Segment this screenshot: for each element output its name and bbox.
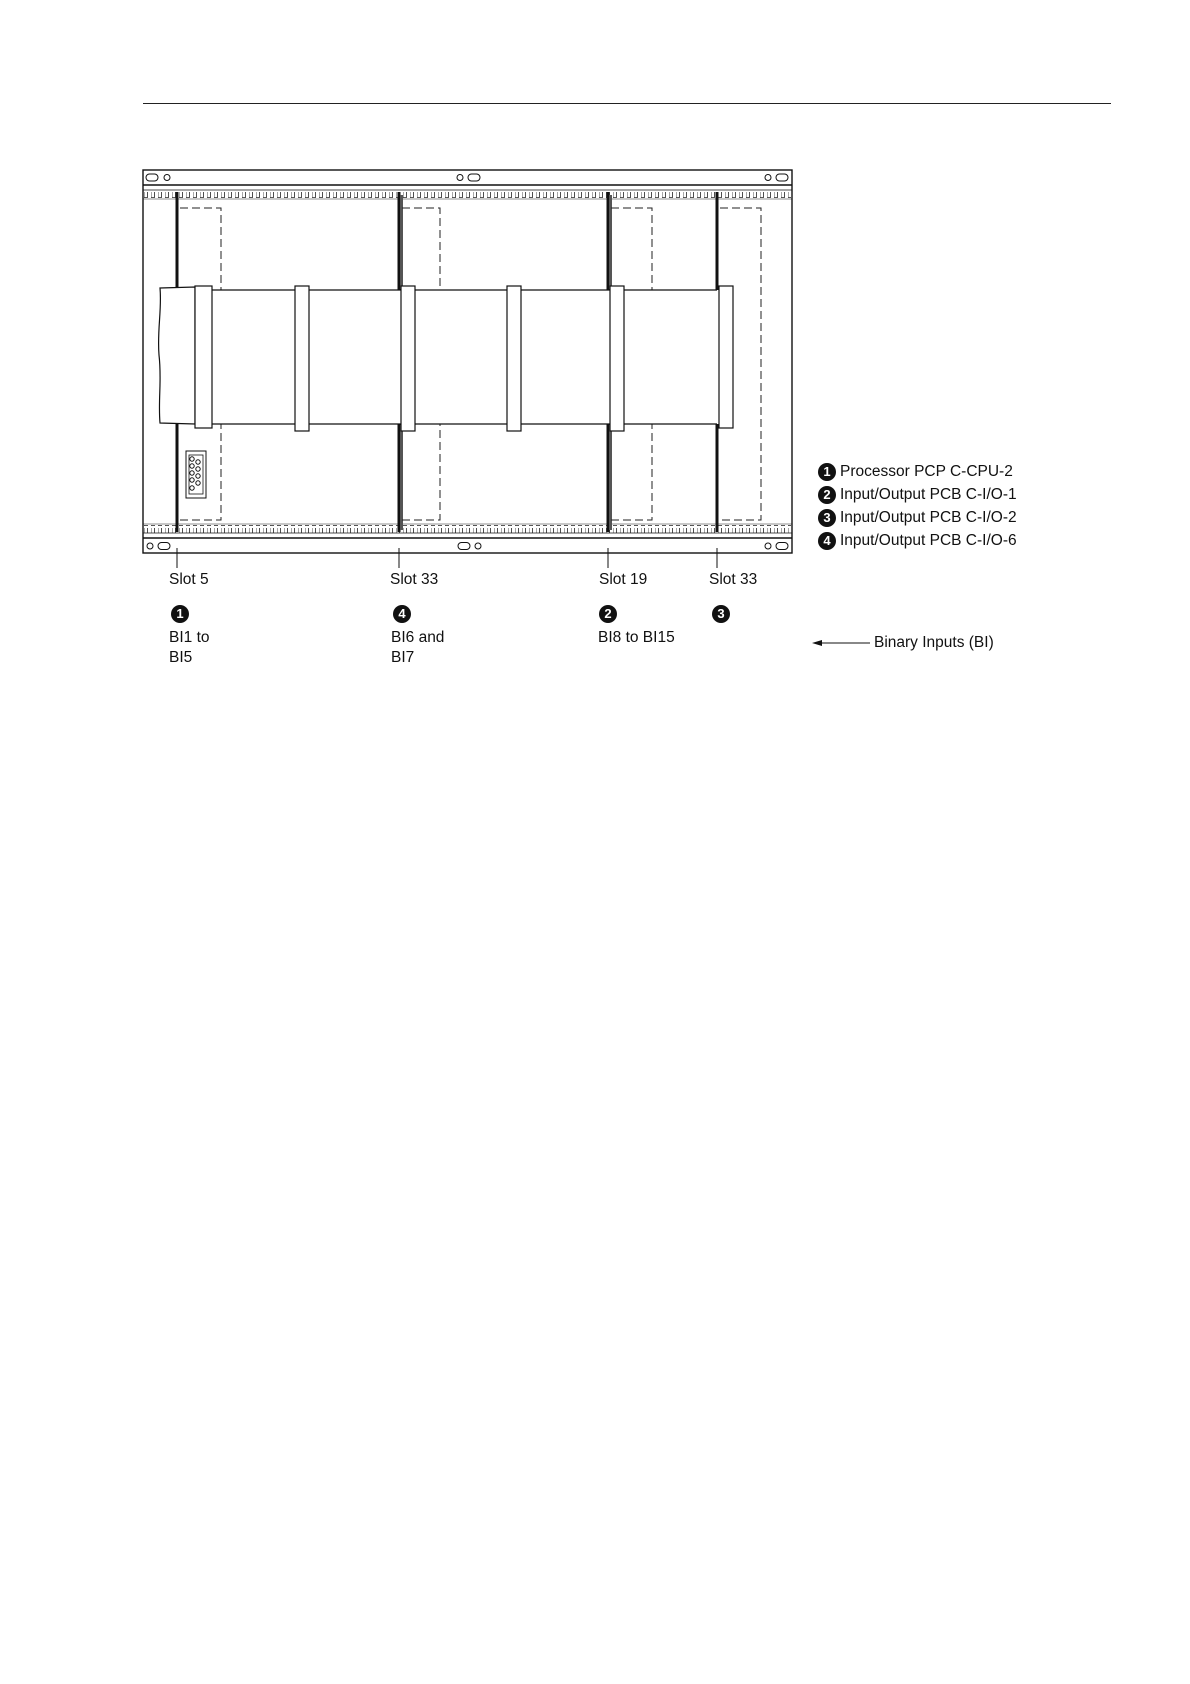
legend-marker-4: 4 bbox=[818, 532, 836, 550]
board-texture bbox=[400, 195, 612, 530]
legend-text-4: Input/Output PCB C-I/O-6 bbox=[840, 532, 1017, 549]
legend-text-1: Processor PCP C-CPU-2 bbox=[840, 463, 1013, 480]
slot-label-4: Slot 33 bbox=[709, 571, 758, 588]
bottom-card-guides bbox=[144, 525, 791, 533]
slot-marker-3: 2 bbox=[599, 605, 617, 623]
rack-diagram bbox=[0, 0, 1190, 700]
slot-marker-2: 4 bbox=[393, 605, 411, 623]
slot-marker-4: 3 bbox=[712, 605, 730, 623]
bi-range-3-line1: BI8 to BI15 bbox=[598, 629, 675, 646]
binary-inputs-arrow bbox=[812, 640, 870, 646]
legend-text-3: Input/Output PCB C-I/O-2 bbox=[840, 509, 1017, 526]
slot-leaders bbox=[177, 548, 717, 568]
slot-marker-1: 1 bbox=[171, 605, 189, 623]
bi-range-1-line1: BI1 to bbox=[169, 629, 210, 646]
legend-marker-2: 2 bbox=[818, 486, 836, 504]
legend-marker-3: 3 bbox=[818, 509, 836, 527]
legend-text-2: Input/Output PCB C-I/O-1 bbox=[840, 486, 1017, 503]
legend-marker-1: 1 bbox=[818, 463, 836, 481]
module-boards bbox=[177, 192, 717, 532]
bi-range-2-line2: BI7 bbox=[391, 649, 415, 666]
slot-label-3: Slot 19 bbox=[599, 571, 648, 588]
slot-label-2: Slot 33 bbox=[390, 571, 439, 588]
rack-frame bbox=[143, 170, 792, 553]
sub-d-connector bbox=[186, 451, 206, 498]
binary-inputs-label: Binary Inputs (BI) bbox=[874, 634, 994, 651]
ribbon-cable bbox=[159, 286, 733, 431]
top-card-guides bbox=[144, 191, 791, 199]
slot-label-1: Slot 5 bbox=[169, 571, 209, 588]
bi-range-1-line2: BI5 bbox=[169, 649, 193, 666]
board-outlines bbox=[180, 208, 761, 520]
mounting-holes bbox=[146, 174, 788, 550]
bi-range-2-line1: BI6 and bbox=[391, 629, 445, 646]
